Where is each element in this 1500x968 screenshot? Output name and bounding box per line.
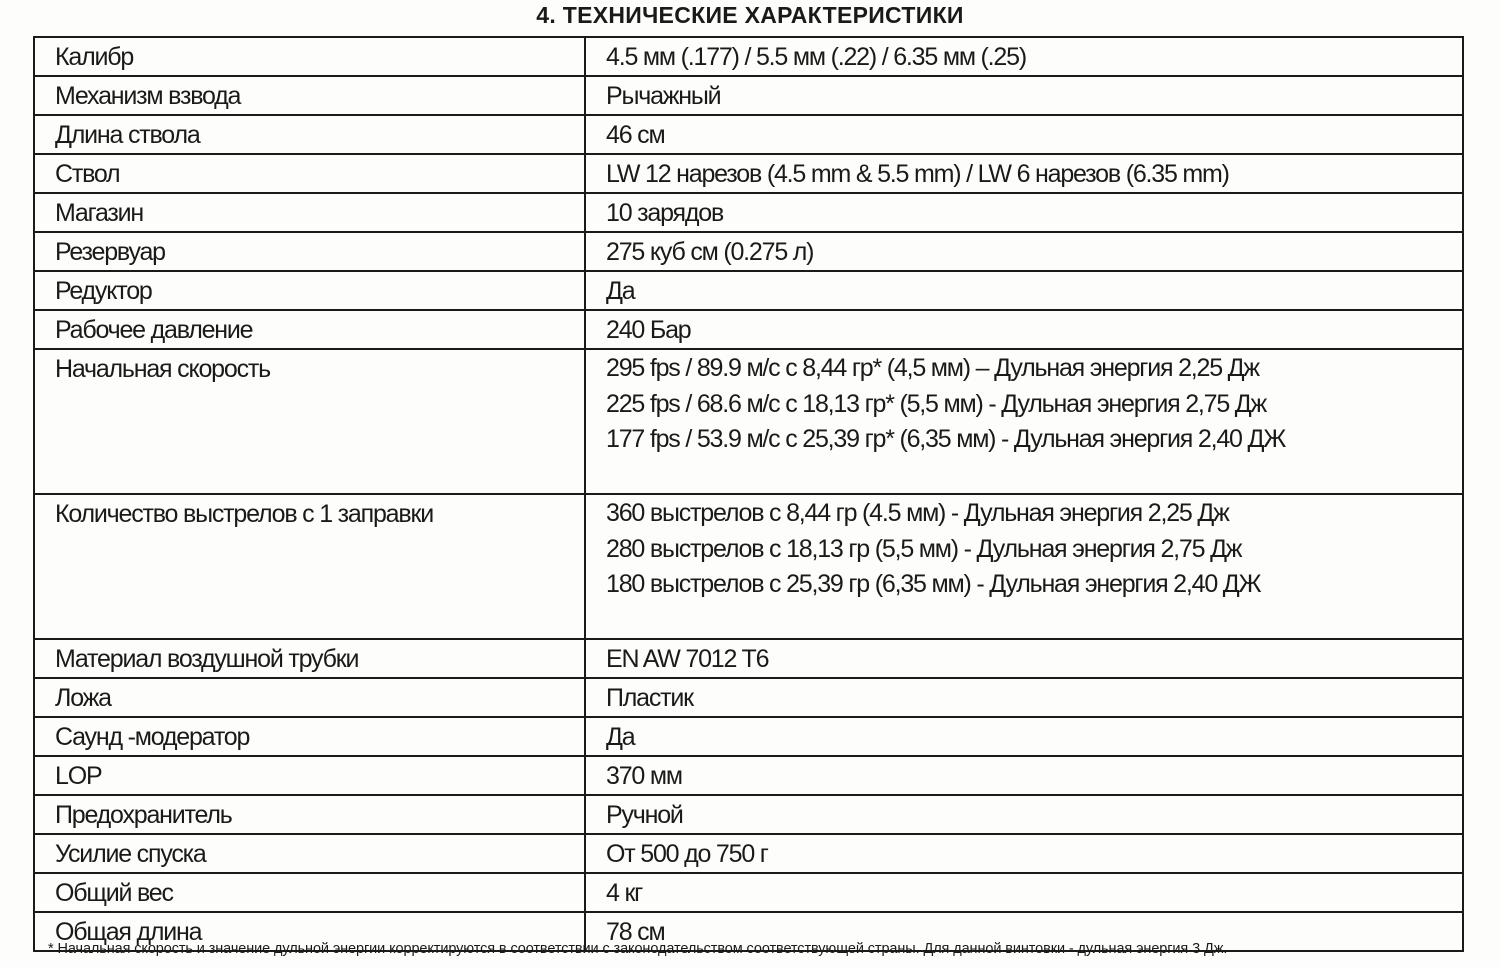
- spec-value: Пластик: [585, 678, 1463, 717]
- spec-value-line: 180 выстрелов с 25,39 гр (6,35 мм) - Дульная энергия 2,40 ДЖ: [606, 570, 1261, 598]
- spec-label: Ложа: [34, 678, 585, 717]
- spec-label: Начальная скорость: [34, 349, 585, 494]
- spec-value: EN AW 7012 T6: [585, 639, 1463, 678]
- spec-label: Саунд -модератор: [34, 717, 585, 756]
- spec-value: 4.5 мм (.177) / 5.5 мм (.22) / 6.35 мм (.25): [585, 37, 1463, 76]
- specifications-table: [33, 36, 1464, 952]
- table-row: [34, 37, 1463, 76]
- spec-value: 4 кг: [585, 873, 1463, 912]
- spec-label: Магазин: [34, 193, 585, 232]
- section-title: 4. ТЕХНИЧЕСКИЕ ХАРАКТЕРИСТИКИ: [536, 2, 964, 28]
- table-row: [34, 115, 1463, 154]
- spec-label: Механизм взвода: [34, 76, 585, 115]
- table-row: [34, 494, 1463, 639]
- table-row: [34, 349, 1463, 494]
- table-row: [34, 193, 1463, 232]
- table-row: [34, 76, 1463, 115]
- spec-label: Предохранитель: [34, 795, 585, 834]
- spec-label: LOP: [34, 756, 585, 795]
- spec-value-line: 360 выстрелов с 8,44 гр (4.5 мм) - Дульная энергия 2,25 Дж: [606, 499, 1229, 527]
- spec-value: 370 мм: [585, 756, 1463, 795]
- table-row: [34, 795, 1463, 834]
- spec-label: Резервуар: [34, 232, 585, 271]
- spec-label: Общая длина: [34, 912, 585, 951]
- table-row: [34, 639, 1463, 678]
- spec-label: Материал воздушной трубки: [34, 639, 585, 678]
- spec-label: Усилие спуска: [34, 834, 585, 873]
- table-row: [34, 717, 1463, 756]
- table-row: [34, 834, 1463, 873]
- spec-value: Да: [585, 717, 1463, 756]
- spec-label: Общий вес: [34, 873, 585, 912]
- spec-value-line: 177 fps / 53.9 м/с с 25,39 гр* (6,35 мм) - Дульная энергия 2,40 ДЖ: [606, 425, 1286, 453]
- table-row: [34, 271, 1463, 310]
- spec-value: LW 12 нарезов (4.5 mm & 5.5 mm) / LW 6 нарезов (6.35 mm): [585, 154, 1463, 193]
- table-row: [34, 232, 1463, 271]
- spec-value: Да: [585, 271, 1463, 310]
- spec-value: 10 зарядов: [585, 193, 1463, 232]
- spec-label: Рабочее давление: [34, 310, 585, 349]
- spec-value: 240 Бар: [585, 310, 1463, 349]
- table-row: [34, 678, 1463, 717]
- spec-value-line: 280 выстрелов с 18,13 гр (5,5 мм) - Дульная энергия 2,75 Дж: [606, 534, 1242, 563]
- spec-value: От 500 до 750 г: [585, 834, 1463, 873]
- spec-value: Ручной: [585, 795, 1463, 834]
- spec-label: Редуктор: [34, 271, 585, 310]
- spec-label: Ствол: [34, 154, 585, 193]
- spec-label: Калибр: [34, 37, 585, 76]
- table-row: [34, 873, 1463, 912]
- spec-value: [585, 494, 1463, 639]
- spec-value: [585, 349, 1463, 494]
- footnote: * Начальная скорость и значение дульной энергии корректируются в соответствии с законодательством соответствующей страны. Для данной винтовки - дульная энергия 3 Дж.: [48, 941, 1228, 957]
- spec-label: Количество выстрелов с 1 заправки: [34, 494, 585, 639]
- spec-value: 275 куб см (0.275 л): [585, 232, 1463, 271]
- table-row: [34, 154, 1463, 193]
- spec-value: 46 см: [585, 115, 1463, 154]
- spec-value: Рычажный: [585, 76, 1463, 115]
- table-row: [34, 310, 1463, 349]
- spec-value: 78 см: [585, 912, 1463, 951]
- table-row: [34, 756, 1463, 795]
- spec-value-line: 295 fps / 89.9 м/с с 8,44 гр* (4,5 мм) – Дульная энергия 2,25 Дж: [606, 354, 1259, 382]
- spec-value-line: 225 fps / 68.6 м/с с 18,13 гр* (5,5 мм) - Дульная энергия 2,75 Дж: [606, 389, 1267, 418]
- spec-label: Длина ствола: [34, 115, 585, 154]
